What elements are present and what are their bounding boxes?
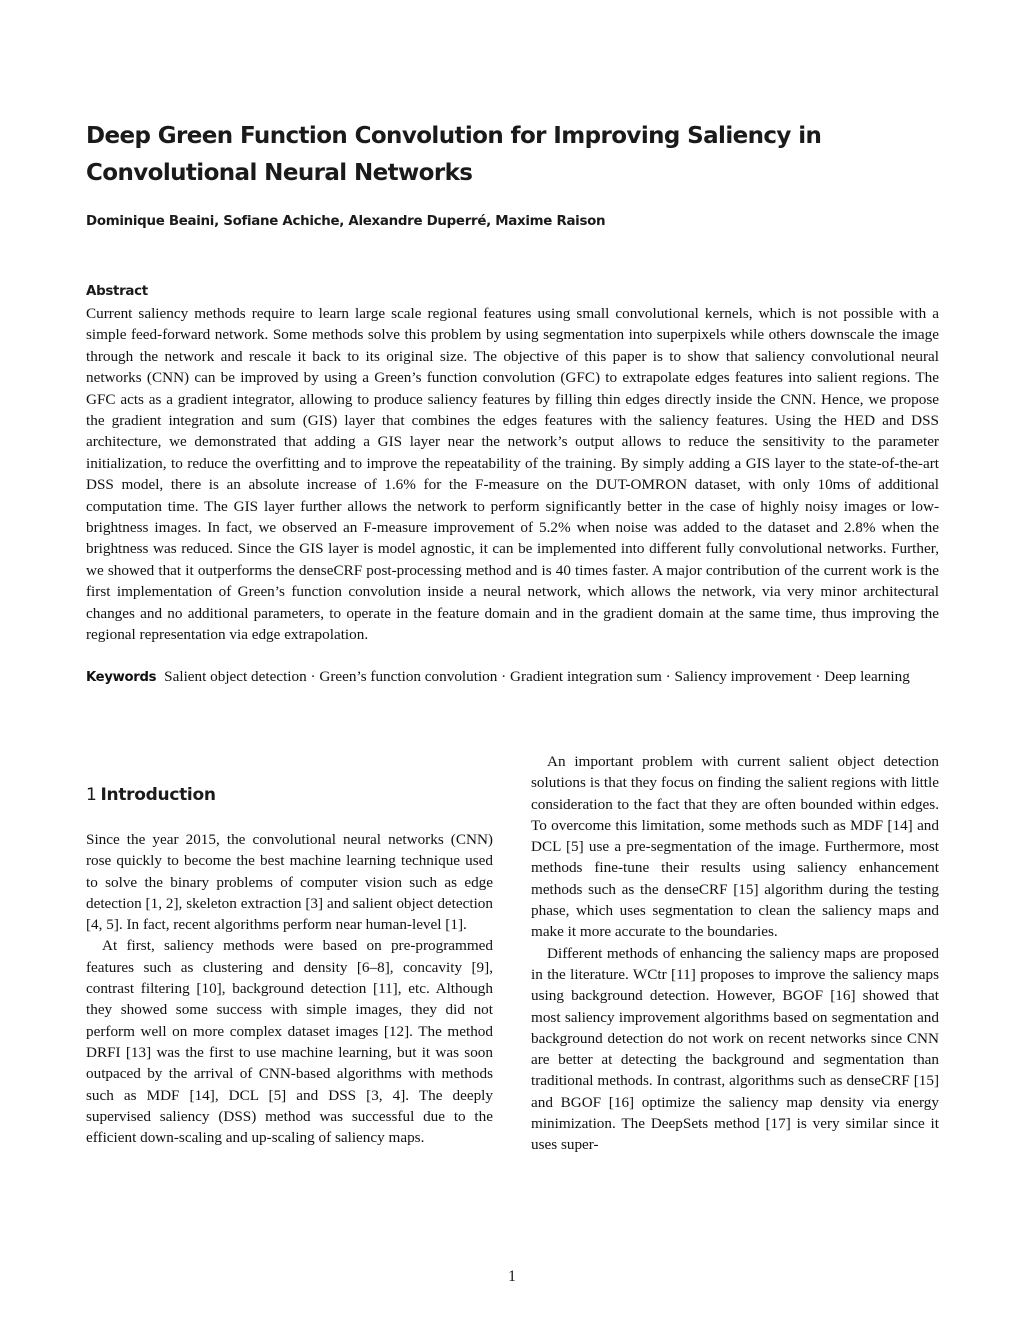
left-column bbox=[86, 829, 493, 1148]
right-paragraph-2: Different methods of enhancing the saliency maps are proposed in the literature. WCtr [11] proposes to improve the saliency maps using background detection. However, BGOF [16] showed that most saliency improvement algorithms based on segmentation and background detection do not work on recent networks since CNN are better at detecting the background and segmentation than traditional methods. In contrast, algorithms such as denseCRF [15] and BGOF [16] optimize the saliency map density via energy minimization. The DeepSets method [17] is very similar since it uses super- bbox=[531, 944, 939, 1154]
right-column bbox=[531, 751, 939, 1156]
section-title: Introduction bbox=[100, 785, 216, 805]
paper-title bbox=[86, 118, 946, 192]
page-number: 1 bbox=[508, 1268, 516, 1285]
paper-title-line-1: Deep Green Function Convolution for Improving Saliency in bbox=[86, 123, 822, 149]
abstract-heading: Abstract bbox=[86, 284, 148, 299]
keywords-text: Salient object detection · Green’s function convolution · Gradient integration sum · Saliency improvement · Deep learning bbox=[164, 668, 910, 685]
section-number: 1 bbox=[86, 785, 97, 805]
abstract-text: Current saliency methods require to learn large scale regional features using small convolutional kernels, which is not possible with a simple feed-forward network. Some methods solve this problem by using segmentation into superpixels while others downscale the image through the network and rescale it back to its original size. The objective of this paper is to show that saliency convolutional neural networks (CNN) can be improved by using a Green’s function convolution (GFC) to extrapolate edges features into salient regions. The GFC acts as a gradient integrator, allowing to produce saliency features by filling thin edges directly inside the CNN. Hence, we propose the gradient integration and sum (GIS) layer that combines the edges features with the saliency features. Using the HED and DSS architecture, we demonstrated that adding a GIS layer near the network’s output allows to reduce the sensitivity to the parameter initialization, to reduce the overfitting and to improve the repeatability of the training. By simply adding a GIS layer to the state-of-the-art DSS model, there is an absolute increase of 1.6% for the F-measure on the DUT-OMRON dataset, with only 10ms of additional computation time. The GIS layer further allows the network to perform significantly better in the case of highly noisy images or low-brightness images. In fact, we observed an F-measure improvement of 5.2% when noise was added to the dataset and 2.8% when the brightness was reduced. Since the GIS layer is model agnostic, it can be implemented into different fully convolutional networks. Further, we showed that it outperforms the denseCRF post-processing method and is 40 times faster. A major contribution of the current work is the first implementation of Green’s function convolution inside a neural network, which allows the network, via very minor architectural changes and no additional parameters, to operate in the feature domain and in the gradient domain at the same time, thus improving the regional representation via edge extrapolation. bbox=[86, 305, 939, 644]
left-paragraph-2: At first, saliency methods were based on pre-programmed features such as clustering and density [6–8], concavity [9], contrast filtering [10], background detection [11], etc. Although they showed some success with simple images, they did not perform well on more complex dataset images [12]. The method DRFI [13] was the first to use machine learning, but it was soon outpaced by the arrival of CNN-based algorithms with methods such as MDF [14], DCL [5] and DSS [3, 4]. The deeply supervised saliency (DSS) method was successful due to the efficient down-scaling and up-scaling of saliency maps. bbox=[86, 937, 493, 1147]
keywords-label: Keywords bbox=[86, 670, 157, 685]
author-list: Dominique Beaini, Sofiane Achiche, Alexandre Duperré, Maxime Raison bbox=[86, 214, 606, 229]
right-paragraph-1: An important problem with current salient object detection solutions is that they focus on finding the salient regions with little consideration to the fact that they are often bounded within edges. To overcome this limitation, some methods such as MDF [14] and DCL [5] use a pre-segmentation of the image. Furthermore, most methods fine-tune their results using saliency enhancement methods such as the denseCRF [15] algorithm during the testing phase, which uses segmentation to clean the saliency maps and make it more accurate to the boundaries. bbox=[531, 753, 939, 941]
paper-title-line-2: Convolutional Neural Networks bbox=[86, 160, 473, 186]
left-paragraph-1: Since the year 2015, the convolutional neural networks (CNN) rose quickly to become the best machine learning technique used to solve the binary problems of computer vision such as edge detection [1, 2], skeleton extraction [3] and salient object detection [4, 5]. In fact, recent algorithms perform near human-level [1]. bbox=[86, 831, 493, 934]
section-heading-introduction bbox=[86, 783, 216, 807]
keywords bbox=[86, 666, 939, 689]
